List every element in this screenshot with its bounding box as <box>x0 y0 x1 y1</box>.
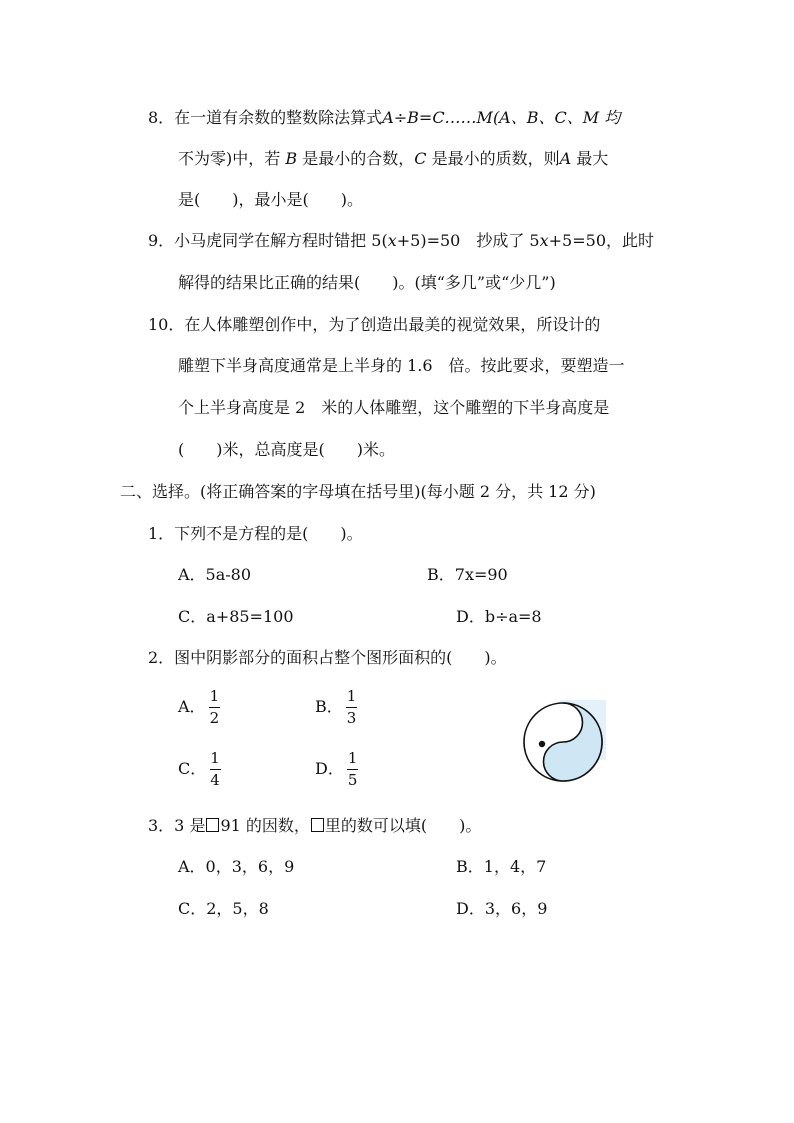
q8-variables: (A、B、C、M 均 <box>492 108 621 127</box>
q9-line1 <box>148 230 654 252</box>
q8-line3: 是( )，最小是( )。 <box>178 190 363 209</box>
c2-option-b <box>315 688 357 727</box>
c3-option-c: C．2，5，8 <box>178 899 269 918</box>
numerator: 1 <box>210 749 220 767</box>
q8-text: 最大 <box>576 149 609 168</box>
q9-line2: 解得的结果比正确的结果( )。(填“多几”或“少几”) <box>178 273 556 292</box>
dot <box>539 741 545 747</box>
q10-line1: 10．在人体雕塑创作中，为了创造出最美的视觉效果，所设计的 <box>148 315 601 334</box>
fraction <box>347 750 359 789</box>
denominator: 2 <box>209 709 220 727</box>
q9-text: +5)=50 抄成了 5 <box>396 231 540 250</box>
c1-option-b: B．7x=90 <box>427 565 508 584</box>
section2-heading: 二、选择。(将正确答案的字母填在括号里)(每小题 2 分，共 12 分) <box>120 482 596 501</box>
c2-stem: 2．图中阴影部分的面积占整个图形面积的( )。 <box>148 648 507 667</box>
c3-option-a: A．0，3，6，9 <box>178 857 295 876</box>
c3-stem <box>148 815 481 837</box>
q9-text: +5=50，此时 <box>548 231 654 250</box>
option-label: C． <box>178 759 207 778</box>
q10-line3: 个上半身高度是 2 米的人体雕塑，这个雕塑的下半身高度是 <box>178 398 610 417</box>
numerator: 1 <box>347 749 358 767</box>
q8-text: 不为零)中，若 <box>178 149 281 168</box>
fraction <box>346 688 358 727</box>
q8-expression: A÷B=C……M <box>382 108 493 127</box>
q8-text: 是最小的合数， <box>302 149 415 168</box>
option-label: A． <box>178 697 206 716</box>
denominator: 3 <box>346 709 357 727</box>
c1-stem: 1．下列不是方程的是( )。 <box>148 524 363 543</box>
q10-line4: ( )米，总高度是( )米。 <box>178 440 395 459</box>
q8-var-b: B <box>285 149 298 168</box>
q8-var-a: A <box>559 149 572 168</box>
c2-option-d <box>315 750 358 789</box>
numerator: 1 <box>346 687 357 705</box>
fraction <box>209 688 221 727</box>
c3-text: 91 的因数， <box>220 816 310 835</box>
denominator: 5 <box>347 771 358 789</box>
denominator: 4 <box>210 771 220 789</box>
c2-option-a <box>178 688 220 727</box>
q9-text: 9．小马虎同学在解方程时错把 5( <box>148 231 388 250</box>
q8-text: 是最小的质数，则 <box>431 149 560 168</box>
q8-line2 <box>178 148 608 170</box>
c1-option-d: D．b÷a=8 <box>456 607 542 626</box>
q8-line1 <box>148 107 620 129</box>
c1-option-a: A．5a-80 <box>178 565 252 584</box>
c3-text: 里的数可以填( )。 <box>324 816 482 835</box>
c3-option-d: D．3，6，9 <box>456 899 548 918</box>
c2-option-c <box>178 750 221 789</box>
blank-square-icon <box>311 818 324 832</box>
c1-option-c: C．a+85=100 <box>178 607 294 626</box>
shaded-circle-figure <box>520 700 606 805</box>
numerator: 1 <box>209 687 220 705</box>
q10-line2: 雕塑下半身高度通常是上半身的 1.6 倍。按此要求，要塑造一 <box>178 356 625 375</box>
c3-text: 3．3 是 <box>148 816 206 835</box>
option-label: D． <box>315 759 344 778</box>
q9-var-x: x <box>539 231 549 250</box>
blank-square-icon <box>206 818 219 832</box>
fraction <box>209 750 221 789</box>
q8-var-c: C <box>414 149 427 168</box>
c3-option-b: B．1，4，7 <box>456 857 547 876</box>
q8-text: 8．在一道有余数的整数除法算式 <box>148 108 383 127</box>
option-label: B． <box>315 697 343 716</box>
q9-var-x: x <box>387 231 397 250</box>
